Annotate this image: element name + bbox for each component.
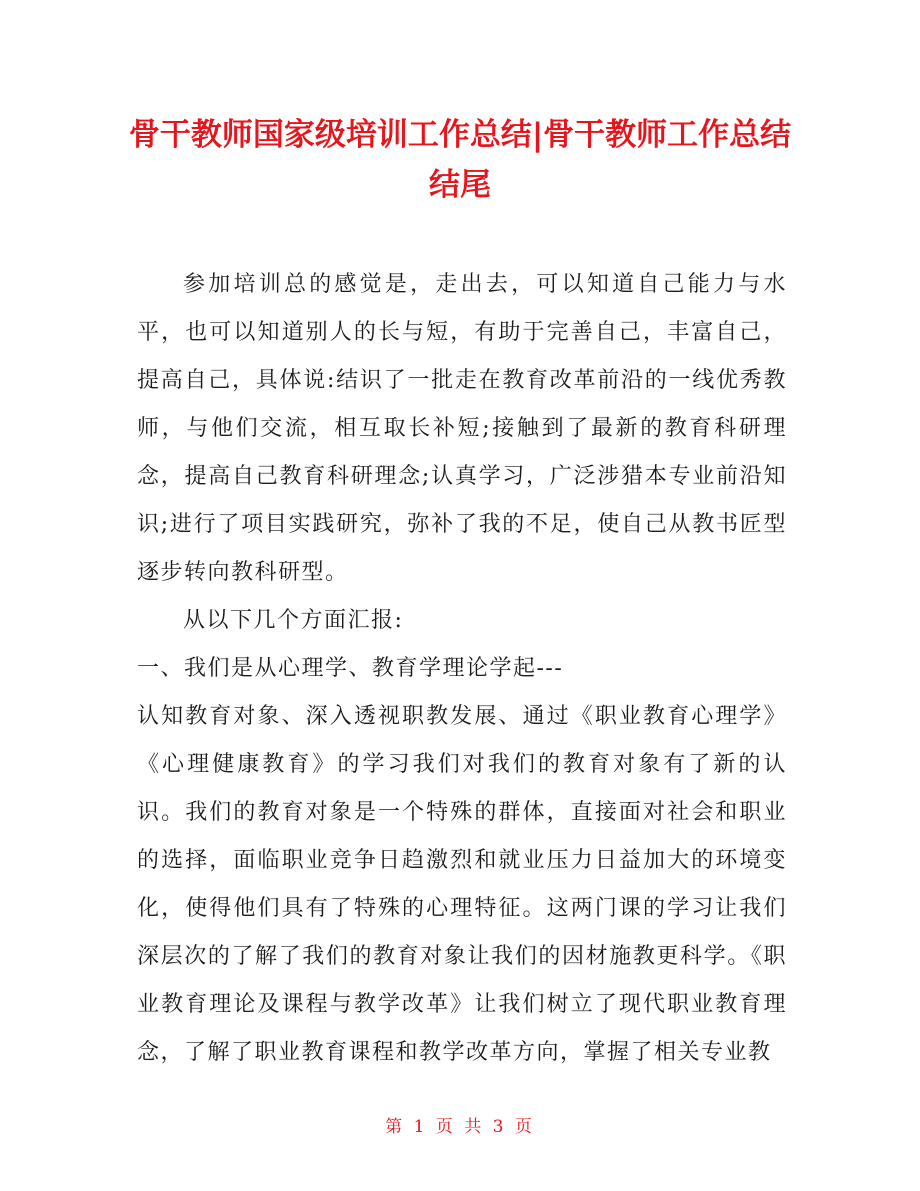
- paragraph-intro: 参加培训总的感觉是，走出去，可以知道自己能力与水平，也可以知道别人的长与短，有助于完善自己，丰富自己，提高自己，具体说:结识了一批走在教育改革前沿的一线优秀教师，与他们交流，相互取长补短;接触到了最新的教育科研理念，提高自己教育科研理念;认真学习，广泛涉猎本专业前沿知识;进行了项目实践研究，弥补了我的不足，使自己从教书匠型逐步转向教科研型。: [137, 272, 787, 585]
- page-footer: 第 1 页 共 3 页: [385, 1117, 535, 1137]
- section-heading-1: 一、我们是从心理学、教育学理论学起---: [137, 656, 564, 681]
- document-body: [137, 261, 787, 1077]
- document-title: 骨干教师国家级培训工作总结|骨干教师工作总结结尾: [128, 117, 792, 203]
- paragraph-report-heading: 从以下几个方面汇报:: [183, 608, 404, 633]
- paragraph-section-1: 认知教育对象、深入透视职教发展、通过《职业教育心理学》《心理健康教育》的学习我们对我们的教育对象有了新的认识。我们的教育对象是一个特殊的群体，直接面对社会和职业的选择，面临职业竞争日趋激烈和就业压力日益加大的环境变化，使得他们具有了特殊的心理特征。这两门课的学习让我们深层次的了解了我们的教育对象让我们的因材施教更科学。《职业教育理论及课程与教学改革》让我们树立了现代职业教育理念，了解了职业教育课程和教学改革方向，掌握了相关专业教: [137, 704, 787, 1065]
